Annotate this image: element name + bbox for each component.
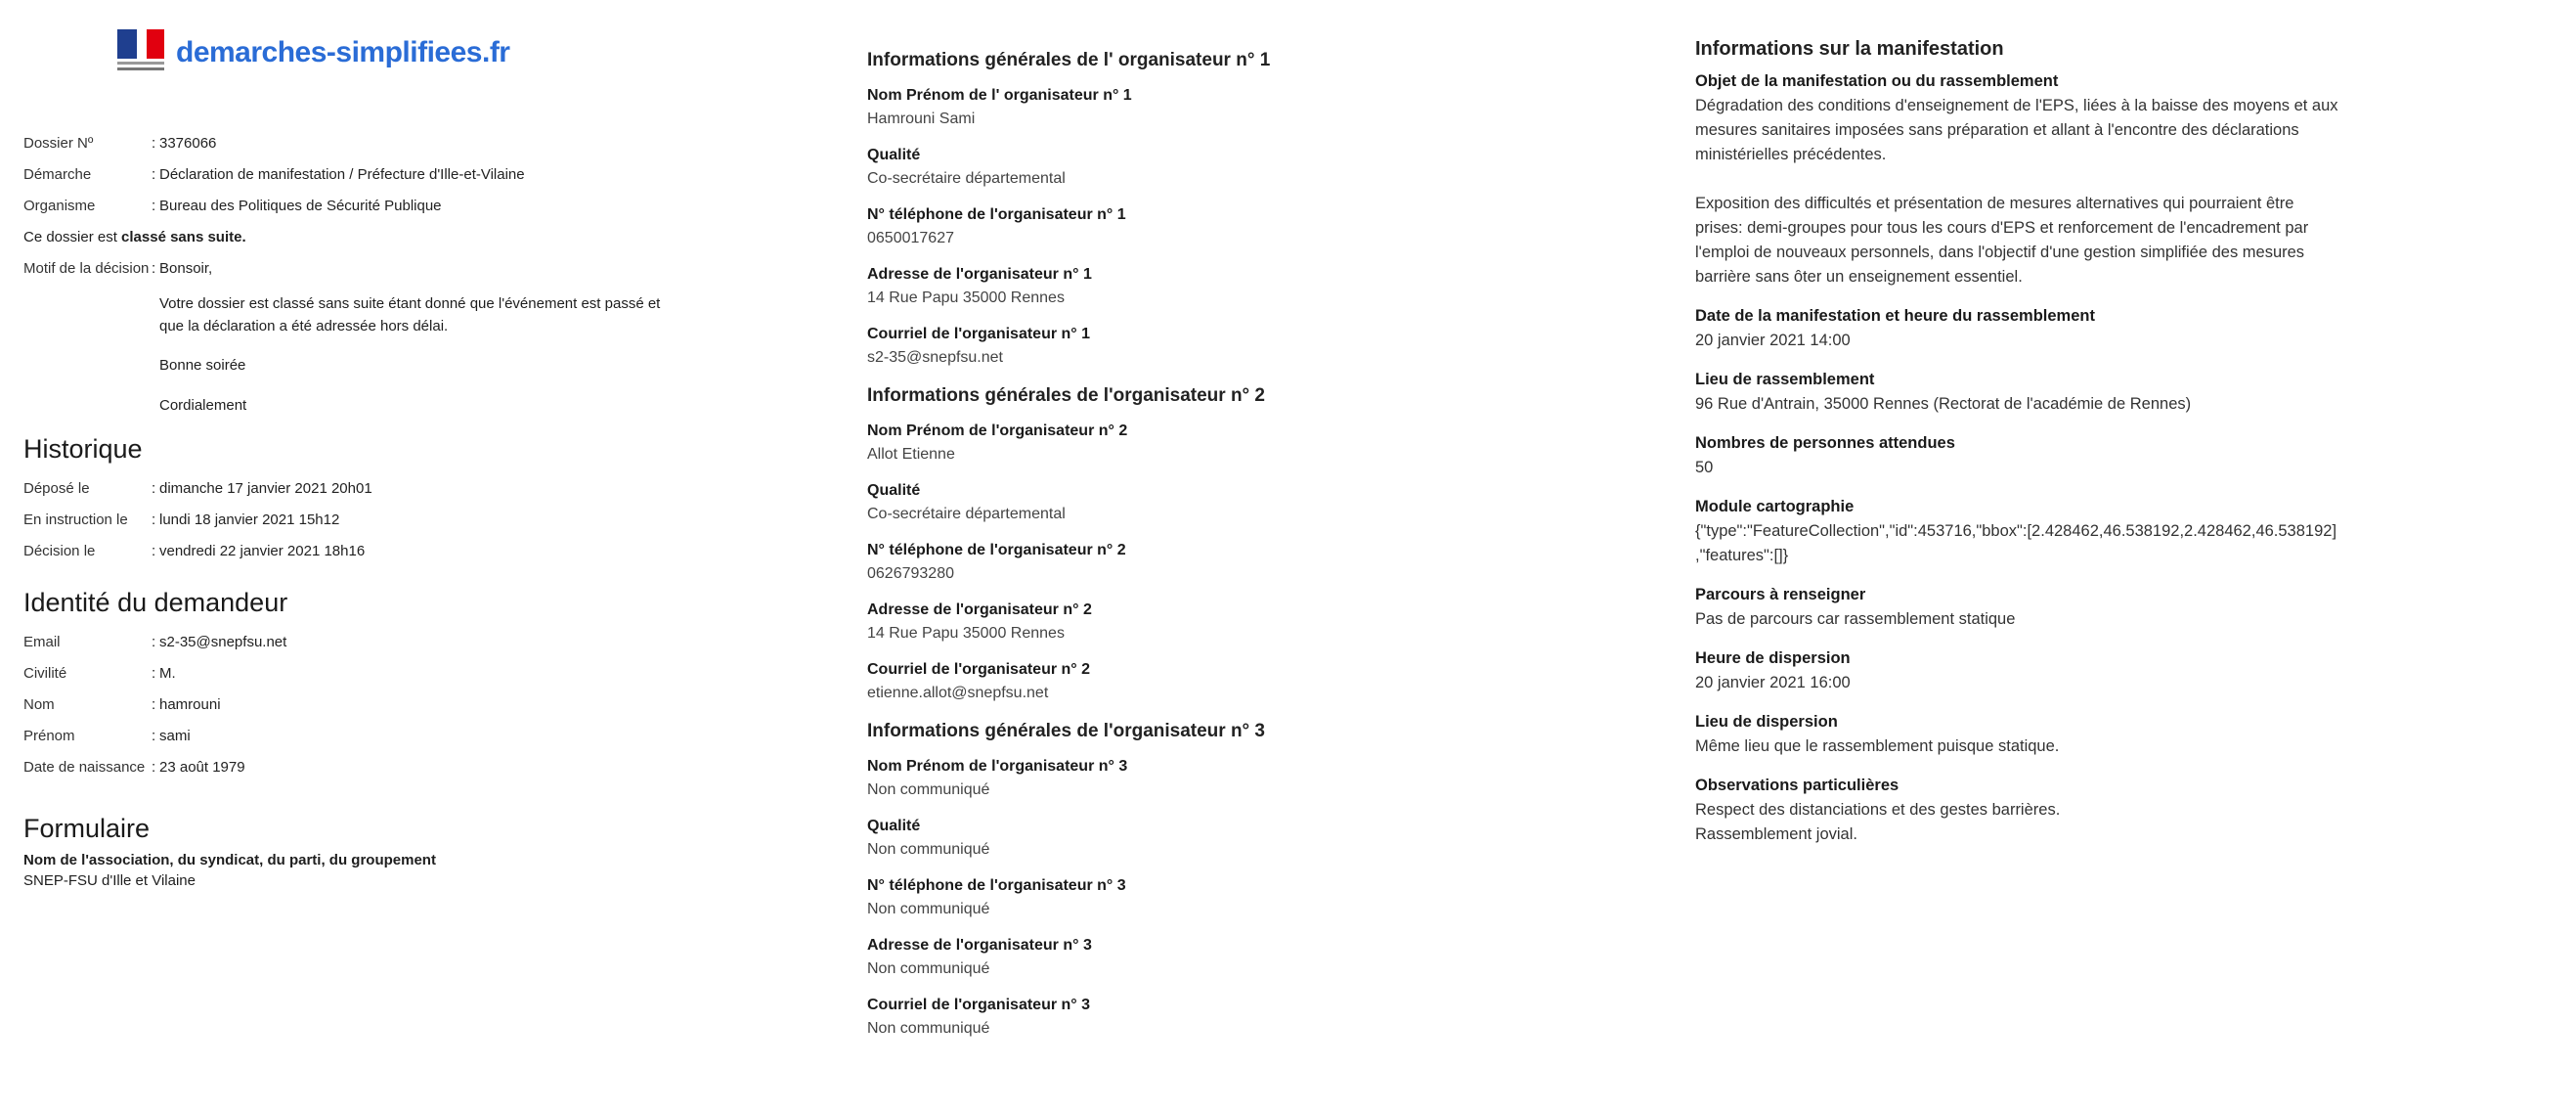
row-separator: :: [152, 165, 156, 183]
organisateur-field: [867, 479, 1610, 526]
manifestation-field: [1695, 303, 2555, 353]
organisateur-field: [867, 420, 1610, 467]
row-label: Nom: [23, 695, 55, 713]
info-row: [23, 127, 806, 158]
organisateur-field: [867, 994, 1610, 1041]
field-value: Non communiqué: [867, 901, 990, 917]
status-prefix: Ce dossier est: [23, 228, 122, 245]
field-value: 14 Rue Papu 35000 Rennes: [867, 625, 1065, 642]
row-separator: :: [152, 511, 156, 528]
historique-heading: Historique: [23, 434, 143, 464]
organisateur-field: [867, 323, 1610, 370]
info-row: [23, 751, 806, 782]
organisateur-heading: Informations générales de l'organisateur n° 3: [867, 721, 1265, 741]
info-row: [23, 504, 806, 535]
field-label: Qualité: [867, 818, 921, 834]
row-separator: :: [152, 727, 156, 744]
row-label: Décision le: [23, 542, 96, 559]
manifestation-field: [1695, 430, 2555, 480]
field-label: Date de la manifestation et heure du rassemblement: [1695, 307, 2095, 325]
field-label: Adresse de l'organisateur n° 1: [867, 266, 1092, 283]
field-value: Respect des distanciations et des gestes barrières. Rassemblement jovial.: [1695, 801, 2061, 843]
row-separator: :: [152, 134, 156, 152]
field-label: Nom Prénom de l'organisateur n° 2: [867, 423, 1128, 439]
row-value: Bureau des Politiques de Sécurité Publique: [159, 197, 442, 214]
field-value: Non communiqué: [867, 960, 990, 977]
field-label: Lieu de rassemblement: [1695, 371, 1875, 388]
field-label: Parcours à renseigner: [1695, 586, 1866, 603]
row-value: 23 août 1979: [159, 758, 245, 776]
organisateur-field: [867, 755, 1610, 802]
row-label: Civilité: [23, 664, 67, 682]
info-row: [23, 689, 806, 720]
field-value: Pas de parcours car rassemblement statique: [1695, 610, 2016, 628]
field-value: 0650017627: [867, 230, 954, 246]
field-label: Courriel de l'organisateur n° 2: [867, 661, 1091, 678]
field-label: Module cartographie: [1695, 498, 1855, 515]
motif-greeting: Bonsoir,: [159, 259, 213, 277]
row-value: vendredi 22 janvier 2021 18h16: [159, 542, 366, 559]
row-value: s2-35@snepfsu.net: [159, 633, 287, 650]
row-separator: :: [152, 758, 156, 776]
row-label: Dossier Nº: [23, 134, 94, 152]
association-value: SNEP-FSU d'Ille et Vilaine: [23, 872, 196, 889]
info-row: [23, 720, 806, 751]
motif-row: Motif de la décision : Bonsoir,: [23, 259, 213, 277]
field-value: Non communiqué: [867, 841, 990, 858]
brand-name: demarches-simplifiees.fr: [176, 36, 510, 68]
status-value: classé sans suite.: [121, 228, 246, 245]
field-label: Adresse de l'organisateur n° 2: [867, 601, 1092, 618]
field-value: Co-secrétaire départemental: [867, 170, 1066, 187]
site-logo: [117, 29, 509, 76]
row-separator: :: [152, 542, 156, 559]
field-value: etienne.allot@snepfsu.net: [867, 685, 1049, 701]
row-value: M.: [159, 664, 176, 682]
row-value: Déclaration de manifestation / Préfecture d'Ille-et-Vilaine: [159, 165, 525, 183]
manifestation-field: [1695, 68, 2555, 289]
field-label: N° téléphone de l'organisateur n° 3: [867, 877, 1126, 894]
row-value: hamrouni: [159, 695, 221, 713]
organisateur-heading: Informations générales de l' organisateur n° 1: [867, 50, 1271, 70]
field-value: 20 janvier 2021 16:00: [1695, 674, 1851, 691]
info-row: [23, 657, 806, 689]
manifestation-field: [1695, 582, 2555, 632]
organisateur-field: [867, 599, 1610, 645]
field-label: Lieu de dispersion: [1695, 713, 1838, 731]
field-value: Allot Etienne: [867, 446, 955, 463]
organisateur-heading: Informations générales de l'organisateur n° 2: [867, 385, 1265, 406]
row-label: Déposé le: [23, 479, 90, 497]
field-label: Qualité: [867, 147, 921, 163]
info-row: [23, 190, 806, 221]
row-value: dimanche 17 janvier 2021 20h01: [159, 479, 372, 497]
organisateur-field: [867, 539, 1610, 586]
row-label: Organisme: [23, 197, 96, 214]
field-value: 50: [1695, 459, 1714, 476]
field-label: Nom Prénom de l'organisateur n° 3: [867, 758, 1128, 775]
organisateur-field: [867, 263, 1610, 310]
field-value: Co-secrétaire départemental: [867, 506, 1066, 522]
row-label: Date de naissance: [23, 758, 146, 776]
organisateur-field: [867, 934, 1610, 981]
row-separator: :: [152, 197, 156, 214]
field-value: Non communiqué: [867, 1020, 990, 1037]
field-label: Nom Prénom de l' organisateur n° 1: [867, 87, 1132, 104]
manifestation-field: [1695, 494, 2555, 568]
info-row: [23, 158, 806, 190]
field-label: Courriel de l'organisateur n° 1: [867, 326, 1091, 342]
manifestation-section: [1695, 35, 2555, 861]
field-label: N° téléphone de l'organisateur n° 1: [867, 206, 1126, 223]
dossier-summary: [23, 127, 806, 889]
info-row: [23, 626, 806, 657]
row-separator: :: [152, 479, 156, 497]
field-value: Dégradation des conditions d'enseignement de l'EPS, liées à la baisse des moyens et aux mesures sanitaires imposées sans préparation et allant à l'encontre des déclarations ministérielles précédentes. Exposition des difficultés et présentation de mesures alternatives qui pourraient être prises: demi-groupes pour tous les cours d'EPS et renforcement de l'encadrement par l'emploi de nouveaux personnels, dans l'objectif d'une gestion simplifiée des mesures barrière sans ôter un enseignement essentiel.: [1695, 97, 2338, 286]
field-label: Qualité: [867, 482, 921, 499]
row-label: Email: [23, 633, 61, 650]
field-value: Non communiqué: [867, 781, 990, 798]
field-label: Courriel de l'organisateur n° 3: [867, 997, 1091, 1013]
manifestation-field: [1695, 709, 2555, 759]
formulaire-heading: Formulaire: [23, 814, 151, 843]
row-value: sami: [159, 727, 191, 744]
field-value: 20 janvier 2021 14:00: [1695, 332, 1851, 349]
organisateurs-section: [867, 47, 1610, 1053]
organisateur-field: [867, 144, 1610, 191]
organisateur-field: [867, 658, 1610, 705]
field-label: Nombres de personnes attendues: [1695, 434, 1955, 452]
info-row: [23, 472, 806, 504]
organisateur-field: [867, 84, 1610, 131]
dossier-status: [23, 221, 806, 252]
field-label: Objet de la manifestation ou du rassemblement: [1695, 72, 2059, 90]
row-separator: :: [152, 633, 156, 650]
motif-message: [159, 293, 668, 417]
field-label: N° téléphone de l'organisateur n° 2: [867, 542, 1126, 558]
motif-body: Votre dossier est classé sans suite étant donné que l'événement est passé et que la déclaration a été adressée hors délai.: [159, 295, 661, 334]
manifestation-field: [1695, 367, 2555, 417]
row-value: 3376066: [159, 134, 217, 152]
field-value: {"type":"FeatureCollection","id":453716,"bbox":[2.428462,46.538192,2.428462,46.538192] ,"features":[]}: [1695, 522, 2337, 564]
identite-heading: Identité du demandeur: [23, 588, 288, 617]
row-separator: :: [152, 664, 156, 682]
manifestation-field: [1695, 645, 2555, 695]
field-value: Même lieu que le rassemblement puisque statique.: [1695, 737, 2060, 755]
row-label: En instruction le: [23, 511, 128, 528]
field-value: s2-35@snepfsu.net: [867, 349, 1003, 366]
marianne-logo-icon: [117, 29, 164, 76]
association-label: Nom de l'association, du syndicat, du parti, du groupement: [23, 852, 436, 868]
field-value: 14 Rue Papu 35000 Rennes: [867, 289, 1065, 306]
motif-label: Motif de la décision: [23, 259, 150, 277]
organisateur-field: [867, 815, 1610, 862]
field-value: Hamrouni Sami: [867, 111, 976, 127]
field-label: Observations particulières: [1695, 777, 1899, 794]
field-value: 96 Rue d'Antrain, 35000 Rennes (Rectorat de l'académie de Rennes): [1695, 395, 2192, 413]
manifestation-heading: Informations sur la manifestation: [1695, 38, 2004, 60]
row-label: Prénom: [23, 727, 75, 744]
motif-closing: Bonne soirée: [159, 357, 246, 374]
motif-signoff: Cordialement: [159, 396, 247, 414]
organisateur-field: [867, 874, 1610, 921]
row-separator: :: [152, 695, 156, 713]
row-value: lundi 18 janvier 2021 15h12: [159, 511, 340, 528]
field-label: Adresse de l'organisateur n° 3: [867, 937, 1092, 954]
manifestation-field: [1695, 773, 2555, 847]
organisateur-field: [867, 203, 1610, 250]
field-value: 0626793280: [867, 565, 954, 582]
row-label: Démarche: [23, 165, 92, 183]
field-label: Heure de dispersion: [1695, 649, 1851, 667]
info-row: [23, 535, 806, 566]
